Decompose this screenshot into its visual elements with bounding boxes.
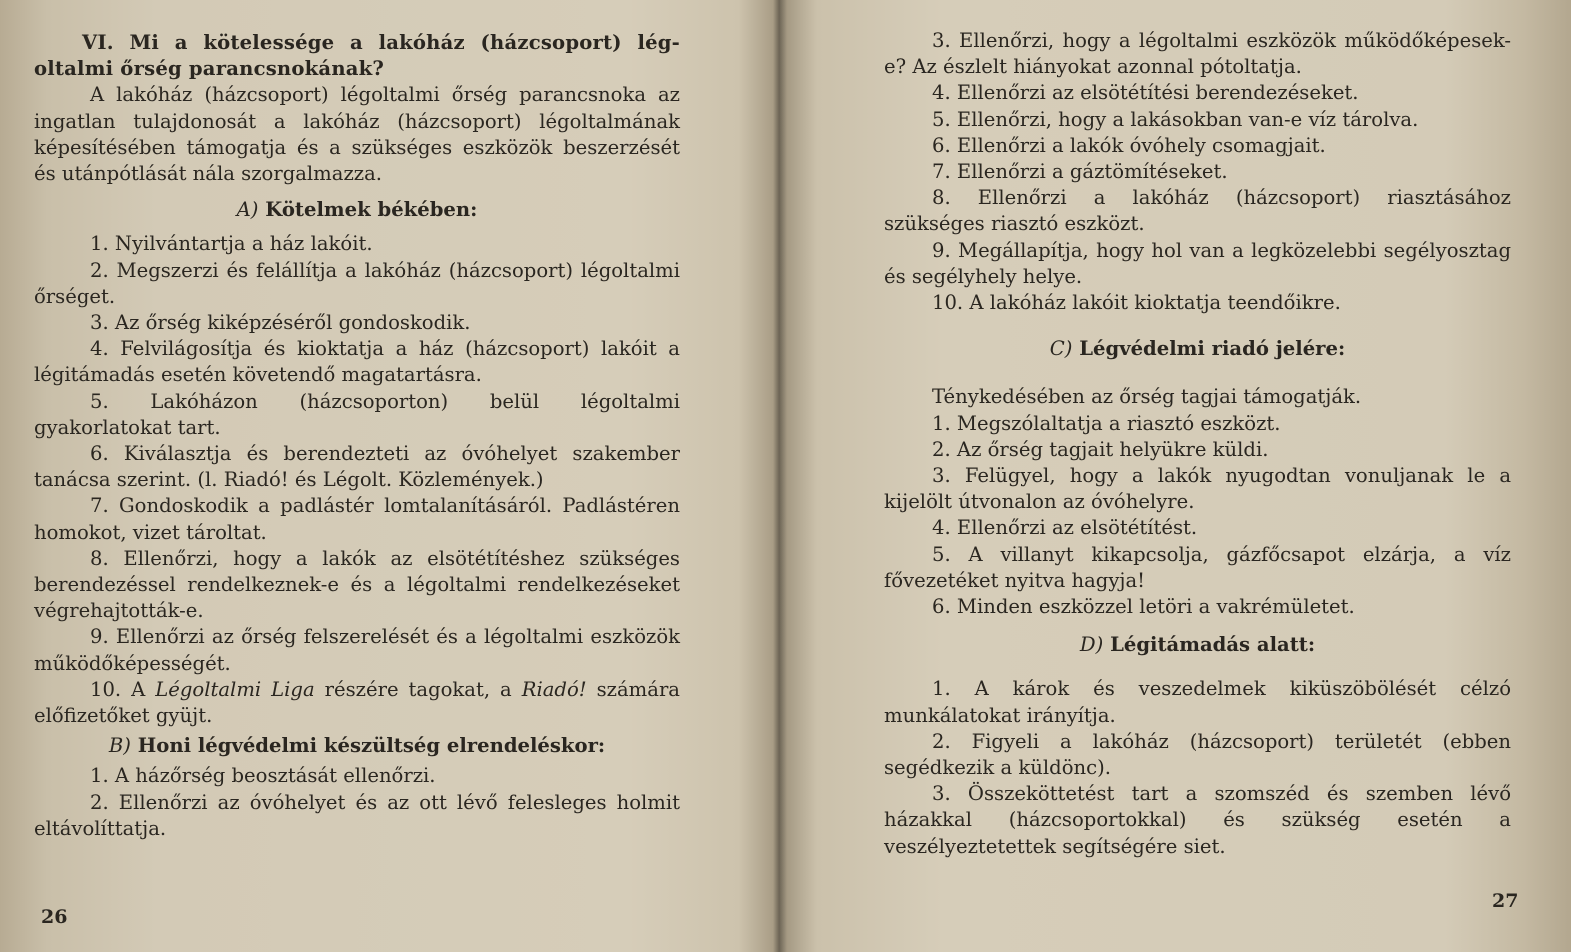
list-item-a2: 2. Megszerzi és felállítja a lakóház (házcsoport) légoltalmi őrséget. <box>34 258 680 308</box>
section-a-title: Kötelmek békében: <box>265 198 478 222</box>
list-item-b10: 10. A lakóház lakóit kioktatja teendőikre. <box>932 291 1341 315</box>
list-item-d3: 3. Összeköttetést tart a szomszéd és szemben lévő házakkal (házcsoportokkal) és szükség esetén a veszélyeztetettek segítségére siet. <box>884 782 1511 858</box>
list-item-a4: 4. Felvilágosítja és kioktatja a ház (házcsoport) lakóit a légitámadás esetén követendő magatartásra. <box>34 337 680 387</box>
right-page-text <box>884 28 1511 860</box>
question-title-line1: Mi a kötelessége a lakóház (házcsoport) lég- <box>129 31 680 54</box>
list-item-b1: 1. A házőrség beosztását ellenőrzi. <box>90 764 436 788</box>
list-item-a8: 8. Ellenőrzi, hogy a lakók az elsötétítéshez szükséges berendezéssel rendelkeznek-e és a légoltalmi rendelkezéseket végrehajtották-e. <box>34 546 680 623</box>
liga-name: Légoltalmi Liga <box>155 677 315 701</box>
question-number: VI. <box>82 31 114 54</box>
list-item-a9: 9. Ellenőrzi az őrség felszerelését és a légoltalmi eszközök működőképességét. <box>34 625 680 675</box>
list-item-c5: 5. A villanyt kikapcsolja, gázfőcsapot elzárja, a víz fővezetéket nyitva hagyja! <box>884 542 1511 592</box>
list-item-c3: 3. Felügyel, hogy a lakók nyugodtan vonuljanak le a kijelölt útvonalon az óvóhelyre. <box>884 464 1511 514</box>
section-c-letter: C) <box>1049 337 1073 361</box>
left-page <box>0 0 778 952</box>
list-item-d1: 1. A károk és veszedelmek kiküszöbölését célzó munkálatokat irányítja. <box>884 677 1511 727</box>
list-item-d2: 2. Figyeli a lakóház (házcsoport) területét (ebben segédkezik a küldönc). <box>884 729 1511 780</box>
section-d-heading <box>884 632 1511 658</box>
list-item-a5: 5. Lakóházon (házcsoporton) belül légoltalmi gyakorlatokat tart. <box>34 389 680 439</box>
list-item-a1: 1. Nyilvántartja a ház lakóit. <box>90 232 373 256</box>
section-b-title: Honi légvédelmi készültség elrendeléskor: <box>137 734 606 758</box>
section-b-letter: B) <box>108 734 131 758</box>
question-title-line2: oltalmi őrség parancsnokának? <box>34 57 385 81</box>
page-number-left: 26 <box>41 906 68 928</box>
question-title <box>34 30 680 82</box>
list-item-a3: 3. Az őrség kiképzéséről gondoskodik. <box>90 311 471 335</box>
list-item-c2: 2. Az őrség tagjait helyükre küldi. <box>932 437 1269 461</box>
list-item-b8: 8. Ellenőrzi a lakóház (házcsoport) riasztásához szükséges riasztó eszközt. <box>884 186 1511 236</box>
list-item-c6: 6. Minden eszközzel letöri a vakrémületet. <box>932 595 1355 619</box>
item-a10-mid: részére tagokat, a <box>314 677 522 701</box>
list-item-b9: 9. Megállapítja, hogy hol van a legközelebbi segélyosztag és segélyhely helye. <box>884 238 1511 288</box>
riado-title: Riadó! <box>521 677 587 701</box>
section-a-letter: A) <box>236 198 259 222</box>
section-d-title: Légitámadás alatt: <box>1110 633 1316 657</box>
intro-paragraph: A lakóház (házcsoport) légoltalmi őrség parancsnoka az ingatlan tulajdonosát a lakóház (házcsoport) légoltalmának képesítésében támogatja és a szükséges eszközök beszerzését és utánpótlását nála szorgalmazza. <box>34 83 680 186</box>
section-a-heading <box>34 197 680 223</box>
section-c-intro: Ténykedésében az őrség tagjai támogatják. <box>932 385 1362 409</box>
list-item-c1: 1. Megszólaltatja a riasztó eszközt. <box>932 411 1281 435</box>
right-page <box>792 0 1571 952</box>
page-number-right: 27 <box>1492 890 1519 912</box>
section-c-title: Légvédelmi riadó jelére: <box>1079 337 1346 361</box>
list-item-a6: 6. Kiválasztja és berendezteti az óvóhelyet szakember tanácsa szerint. (l. Riadó! és Légolt. Közlemények.) <box>34 442 680 492</box>
list-item-b3: 3. Ellenőrzi, hogy a légoltalmi eszközök működőképesek-e? Az észlelt hiányokat azonnal pótoltatja. <box>884 29 1511 79</box>
list-item-a7: 7. Gondoskodik a padlástér lomtalanításáról. Padlástéren homokot, vizet tároltat. <box>34 494 680 544</box>
item-a10-pre: 10. A <box>90 677 156 701</box>
list-item-b6: 6. Ellenőrzi a lakók óvóhely csomagjait. <box>932 133 1326 157</box>
list-item-a10 <box>34 677 680 729</box>
section-b-heading <box>34 733 680 759</box>
list-item-b2: 2. Ellenőrzi az óvóhelyet és az ott lévő felesleges holmit eltávolíttatja. <box>34 790 680 840</box>
item-a10-post: számára előfizetőket gyüjt. <box>34 677 680 728</box>
section-c-heading <box>884 336 1511 362</box>
list-item-c4: 4. Ellenőrzi az elsötétítést. <box>932 516 1198 540</box>
section-d-letter: D) <box>1079 633 1104 657</box>
left-page-text <box>34 30 680 842</box>
list-item-b7: 7. Ellenőrzi a gáztömítéseket. <box>932 160 1228 184</box>
list-item-b4: 4. Ellenőrzi az elsötétítési berendezéseket. <box>932 81 1359 105</box>
list-item-b5: 5. Ellenőrzi, hogy a lakásokban van-e víz tárolva. <box>932 107 1419 131</box>
